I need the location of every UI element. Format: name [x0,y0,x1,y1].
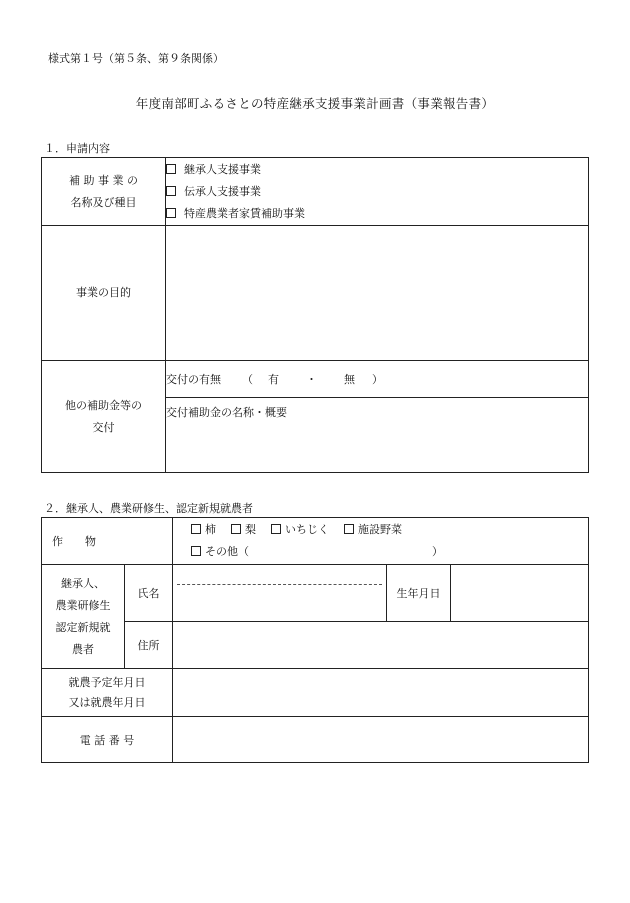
crop-other-label: その他（ [205,545,249,558]
crop-option[interactable]: 梨 [245,523,256,536]
person-label-line: 農業研修生 [55,598,111,612]
purpose-field[interactable] [166,226,589,361]
section1-heading: １．申請内容 [44,142,110,155]
crop-options [173,518,589,565]
crop-option[interactable]: 柿 [205,523,216,536]
person-label-line: 農者 [72,642,94,656]
subsidy-presence-label: 交付の有無 [166,373,221,386]
address-field[interactable] [173,622,589,669]
checkbox[interactable] [191,524,201,534]
checkbox[interactable] [344,524,354,534]
person-label-cell [42,565,125,669]
subsidy-name-field[interactable] [166,398,589,473]
document-title: 年度南部町ふるさとの特産継承支援事業計画書（事業報告書） [135,96,495,111]
checkbox[interactable] [166,164,176,174]
project-type-option[interactable]: 特産農業者家賃補助事業 [166,203,588,225]
other-subsidy-label-line: 他の補助金等の [65,398,142,412]
furigana-line [177,565,382,585]
other-subsidy-label-line: 交付 [92,420,115,434]
checkbox[interactable] [191,546,201,556]
farming-date-label-line: 又は就農年月日 [68,695,146,709]
separator-dot: ・ [306,373,317,386]
subsidy-no-option[interactable]: 無 [344,373,355,386]
name-label: 氏名 [125,565,173,622]
phone-label: 電 話 番 号 [42,717,173,763]
person-label-line: 継承人、 [61,576,105,590]
form-number: 様式第１号（第５条、第９条関係） [48,52,224,65]
phone-field[interactable] [173,717,589,763]
crop-label: 作 物 [42,518,173,565]
crop-option[interactable]: 施設野菜 [358,523,402,536]
project-type-option[interactable]: 伝承人支援事業 [166,181,588,203]
person-label-line: 認定新規就 [55,620,111,634]
crop-option[interactable]: いちじく [285,523,329,536]
farming-date-label-cell [42,669,173,717]
farming-date-field[interactable] [173,669,589,717]
birth-date-field[interactable] [451,565,589,622]
name-field[interactable] [173,565,387,622]
subsidy-name-label: 交付補助金の名称・概要 [166,406,287,419]
project-name-label-line: 名称及び種目 [70,195,137,209]
address-label: 住所 [125,622,173,669]
project-name-label-cell [42,158,166,226]
checkbox[interactable] [271,524,281,534]
section2-heading: ２．継承人、農業研修生、認定新規就農者 [44,502,253,515]
farming-date-label-line: 就農予定年月日 [68,675,146,689]
checkbox[interactable] [166,186,176,196]
checkbox[interactable] [231,524,241,534]
birth-date-label: 生年月日 [387,565,451,622]
application-content-table [41,157,589,473]
paren-close: ） [372,373,383,386]
successor-info-table [41,517,589,763]
subsidy-yes-option[interactable]: 有 [268,373,279,386]
paren-open: （ [242,373,253,386]
checkbox[interactable] [166,208,176,218]
project-type-options [166,158,589,226]
other-subsidy-label-cell [42,361,166,473]
project-name-label-line: 補 助 事 業 の [69,173,138,187]
subsidy-presence-field[interactable] [166,361,589,398]
project-type-option[interactable]: 継承人支援事業 [166,159,588,181]
paren-close: ） [432,545,443,558]
purpose-label: 事業の目的 [42,226,166,361]
